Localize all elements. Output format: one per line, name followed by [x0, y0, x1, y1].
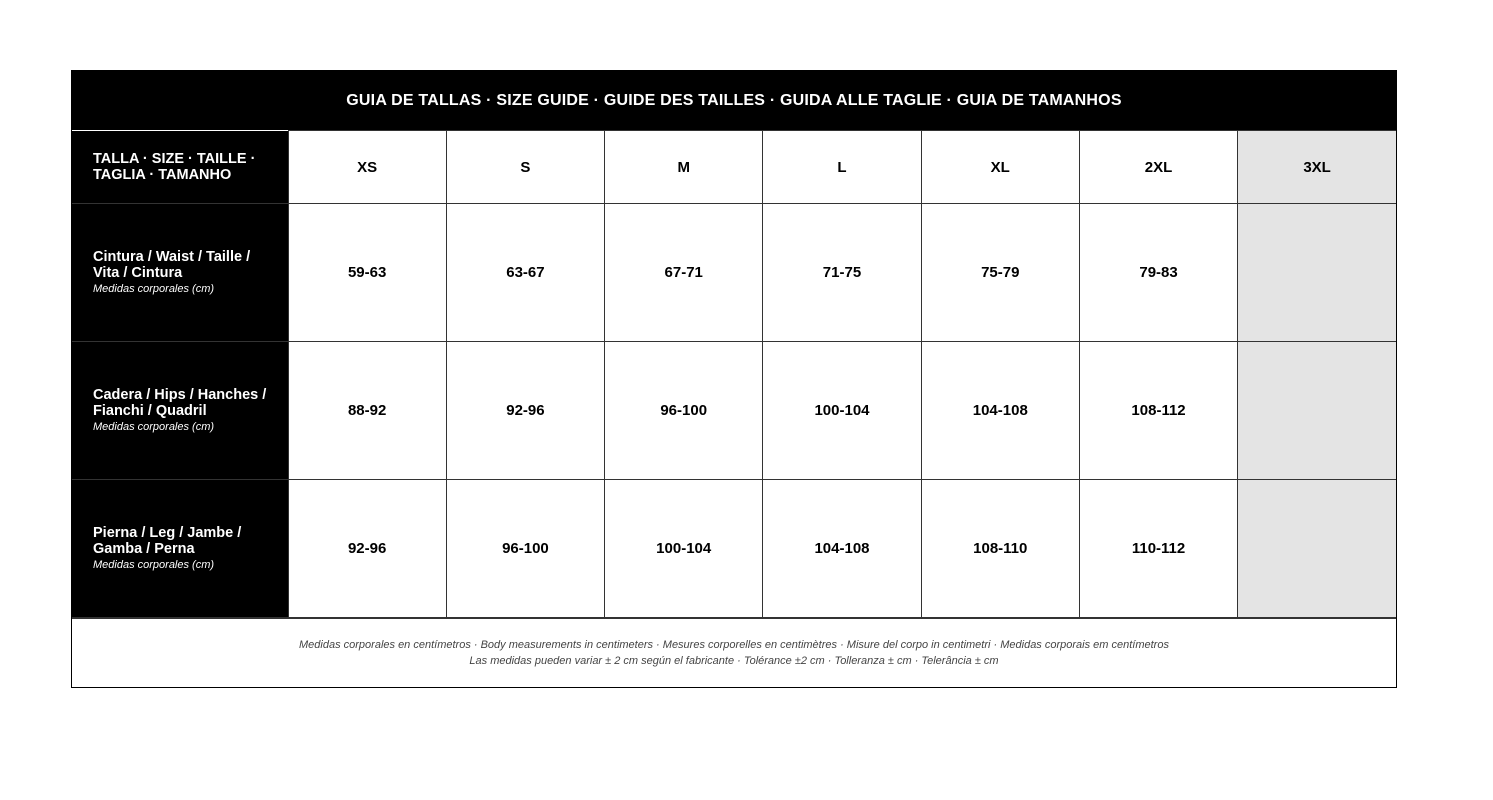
waist-xs: 59-63	[288, 204, 446, 342]
waist-m: 67-71	[605, 204, 763, 342]
size-header-label: TALLA · SIZE · TAILLE · TAGLIA · TAMANHO	[72, 131, 288, 204]
leg-2xl: 110-112	[1079, 480, 1237, 618]
size-s: S	[446, 131, 604, 204]
leg-l: 104-108	[763, 480, 921, 618]
hips-label: Cadera / Hips / Hanches / Fianchi / Quadril Medidas corporales (cm)	[72, 342, 288, 480]
size-m: M	[605, 131, 763, 204]
footer-note	[72, 618, 1396, 687]
hips-s: 92-96	[446, 342, 604, 480]
waist-row	[72, 204, 1396, 342]
footer-line-tolerance: Las medidas pueden variar ± 2 cm según el fabricante · Tolérance ±2 cm · Tolleranza ± cm · Telerância ± cm	[469, 655, 999, 667]
size-l: L	[763, 131, 921, 204]
leg-s: 96-100	[446, 480, 604, 618]
leg-xs: 92-96	[288, 480, 446, 618]
waist-3xl	[1238, 204, 1396, 342]
waist-xl: 75-79	[921, 204, 1079, 342]
size-xs: XS	[288, 131, 446, 204]
leg-xl: 108-110	[921, 480, 1079, 618]
size-2xl: 2XL	[1079, 131, 1237, 204]
hips-xl: 104-108	[921, 342, 1079, 480]
size-header-row	[72, 131, 1396, 204]
size-guide	[71, 70, 1397, 688]
hips-3xl	[1238, 342, 1396, 480]
footer-line-units: Medidas corporales en centímetros · Body measurements in centimeters · Mesures corporelles en centimètres · Misure del corpo in centimetri · Medidas corporais em centímetros	[299, 639, 1169, 651]
waist-s: 63-67	[446, 204, 604, 342]
size-guide-title: GUIA DE TALLAS · SIZE GUIDE · GUIDE DES TAILLES · GUIDA ALLE TAGLIE · GUIA DE TAMANHOS	[72, 71, 1396, 130]
waist-label: Cintura / Waist / Taille / Vita / Cintura Medidas corporales (cm)	[72, 204, 288, 342]
leg-row	[72, 480, 1396, 618]
size-table	[72, 130, 1396, 618]
waist-l: 71-75	[763, 204, 921, 342]
hips-xs: 88-92	[288, 342, 446, 480]
size-xl: XL	[921, 131, 1079, 204]
size-3xl: 3XL	[1238, 131, 1396, 204]
hips-l: 100-104	[763, 342, 921, 480]
waist-2xl: 79-83	[1079, 204, 1237, 342]
hips-row	[72, 342, 1396, 480]
leg-3xl	[1238, 480, 1396, 618]
leg-label: Pierna / Leg / Jambe / Gamba / Perna Medidas corporales (cm)	[72, 480, 288, 618]
hips-m: 96-100	[605, 342, 763, 480]
leg-m: 100-104	[605, 480, 763, 618]
hips-2xl: 108-112	[1079, 342, 1237, 480]
